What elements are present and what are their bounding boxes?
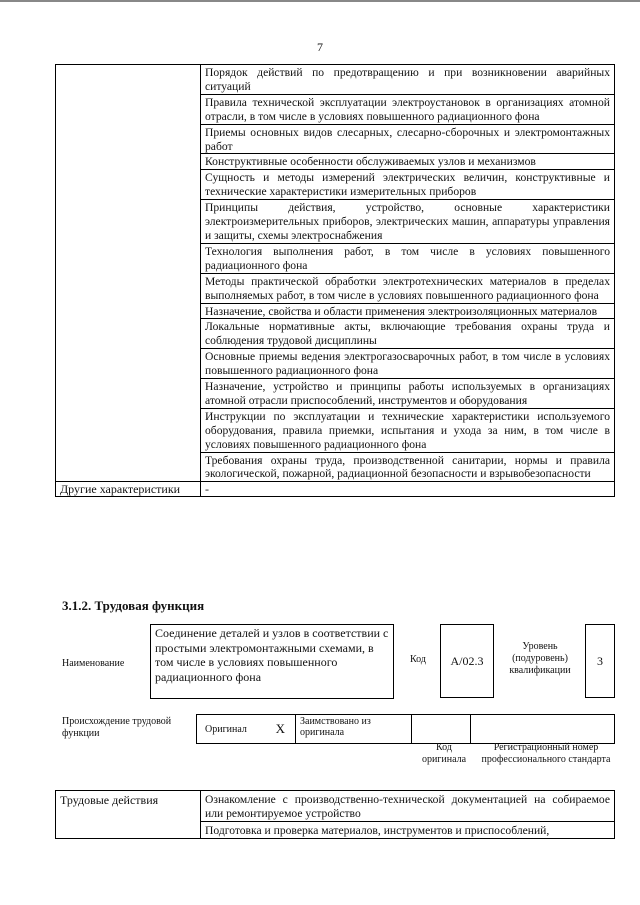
labor-action-item: Подготовка и проверка материалов, инструментов и приспособлений, xyxy=(201,822,615,839)
original-mark: X xyxy=(275,721,285,736)
registration-number-cell xyxy=(470,714,615,744)
page-number: 7 xyxy=(317,40,323,54)
top-border xyxy=(0,0,640,2)
requirement-item: Методы практической обработки электротехнических материалов в пределах выполняемых работ, в том числе в условиях повышенного радиационного фона xyxy=(201,273,615,303)
requirement-item: Конструктивные особенности обслуживаемых узлов и механизмов xyxy=(201,154,615,170)
other-characteristics-value: - xyxy=(201,482,615,497)
table-row xyxy=(56,791,615,822)
requirement-item: Локальные нормативные акты, включающие требования охраны труда и соблюдения трудовой дисциплины xyxy=(201,319,615,349)
labor-actions-label: Трудовые действия xyxy=(56,791,201,839)
original-code-cell xyxy=(411,714,471,744)
section-title: 3.1.2. Трудовая функция xyxy=(62,598,205,613)
requirements-table xyxy=(55,64,615,497)
requirement-item: Инструкции по эксплуатации и технические характеристики используемого оборудования, правила приемки, испытания и ухода за ним, в том числе в условиях повышенного радиационного фона xyxy=(201,408,615,452)
requirement-item: Сущность и методы измерений электрических величин, конструктивные и технические характеристики измерительных приборов xyxy=(201,170,615,200)
function-origin-label: Происхождение трудовой функции xyxy=(62,716,172,739)
requirement-item: Технология выполнения работ, в том числе в условиях повышенного радиационного фона xyxy=(201,243,615,273)
table-row xyxy=(56,482,615,497)
function-code-label: Код xyxy=(410,654,426,665)
requirement-item: Требования охраны труда, производственной санитарии, нормы и правила экологической, пожарной, радиационной безопасности и взрывобезопасности xyxy=(201,452,615,482)
origin-row xyxy=(197,714,615,744)
code-original-label: Код оригинала xyxy=(421,742,467,765)
requirement-item: Принципы действия, устройство, основные характеристики электроизмерительных приборов, электрических машин, аппаратуры управления и защиты, схемы электроснабжения xyxy=(201,200,615,244)
borrowed-label: Заимствовано из оригинала xyxy=(295,714,412,744)
requirements-label-cell xyxy=(56,65,201,482)
qualification-level-label: Уровень (подуровень) квалификации xyxy=(509,641,571,676)
function-name-label: Наименование xyxy=(62,658,125,669)
requirement-item: Назначение, устройство и принципы работы используемых в организациях атомной отрасли приспособлений, инструментов и оборудования xyxy=(201,379,615,409)
original-cell xyxy=(196,714,296,744)
function-name-value: Соединение деталей и узлов в соответствии с простыми электромонтажными схемами, в том числе в условиях повышенного радиационного фона xyxy=(150,624,394,699)
requirement-item: Правила технической эксплуатации электроустановок в организациях атомной отрасли, в том числе в условиях повышенного радиационного фона xyxy=(201,94,615,124)
requirement-item: Назначение, свойства и области применения электроизоляционных материалов xyxy=(201,303,615,319)
page-bottom-margin xyxy=(0,860,640,905)
actions-table xyxy=(55,790,615,839)
table-row xyxy=(56,65,615,95)
other-characteristics-label: Другие характеристики xyxy=(56,482,201,497)
original-label: Оригинал xyxy=(205,723,247,735)
registration-number-label: Регистрационный номер профессионального стандарта xyxy=(481,742,611,765)
requirement-item: Основные приемы ведения электрогазосварочных работ, в том числе в условиях повышенного радиационного фона xyxy=(201,349,615,379)
qualification-level-value: 3 xyxy=(585,624,615,698)
requirement-item: Порядок действий по предотвращению и при возникновении аварийных ситуаций xyxy=(201,65,615,95)
function-code-value: A/02.3 xyxy=(440,624,494,698)
requirement-item: Приемы основных видов слесарных, слесарно-сборочных и электромонтажных работ xyxy=(201,124,615,154)
labor-action-item: Ознакомление с производственно-технической документацией на собираемое или ремонтируемое устройство xyxy=(201,791,615,822)
